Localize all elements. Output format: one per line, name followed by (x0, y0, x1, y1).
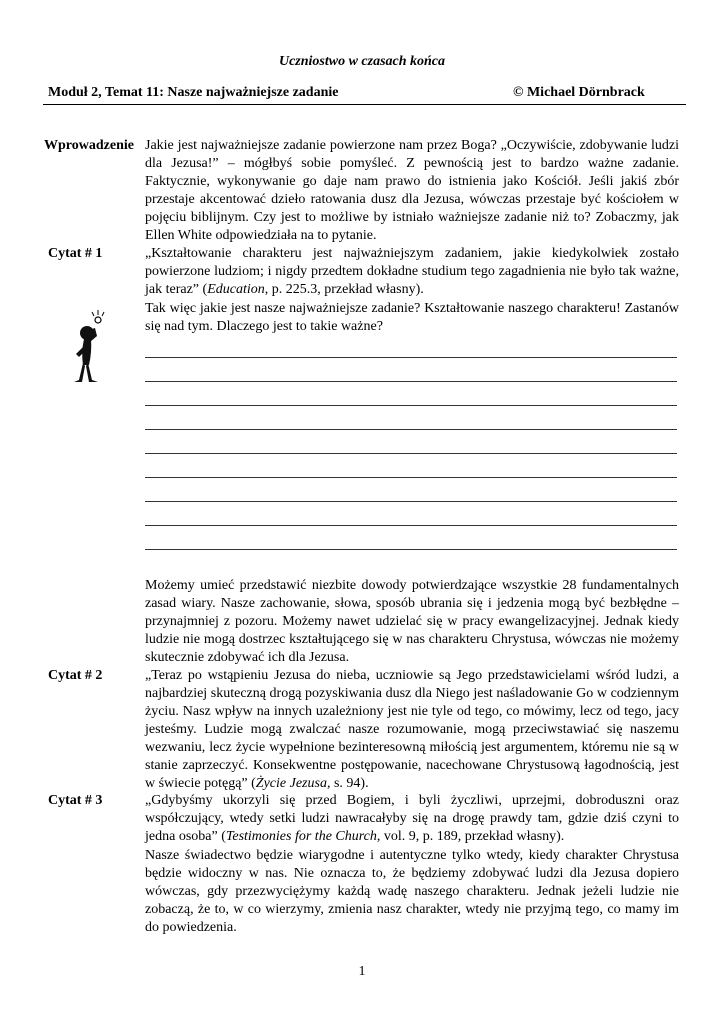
quote2-source: Życie Jezusa, (255, 776, 331, 791)
quote1-question: Tak więc jakie jest nasze najważniejsze zadanie? Kształtowanie naszego charakteru! Zastanów się nad tym. Dlaczego jest to takie ważne? (145, 301, 679, 334)
conclusion-block (145, 847, 679, 937)
quote1-followup-block (145, 577, 679, 667)
page-number: 1 (358, 964, 366, 979)
quote2-label: Cytat # 2 (48, 668, 103, 683)
intro-label: Wprowadzenie (44, 138, 134, 153)
quote2-text: „Teraz po wstąpieniu Jezusa do nieba, uczniowie są Jego przedstawicielami wśród ludzi, a najbardziej skuteczną drogą pozyskiwania dusz dla Niego jest naśladowanie Go w codziennym życiu. Nasz wpływ na innych uzależniony jest nie tyle od tego, co mówimy, lecz od tego, jacy jesteśmy. Ludzie mogą zwalczać nasze rozumowanie, mogą przeciwstawiać się naszemu wezwaniu, lecz życie wypełnione bezinteresowną miłością jest argumentem, któremu nie są w stanie zaprzeczyć. Konsekwentne postępowanie, nacechowane Chrystusową łagodnością, jest w świecie potęgą” (Życie Jezusa, s. 94). (145, 668, 679, 791)
thinking-person-icon (70, 308, 108, 388)
quote1-text: „Kształtowanie charakteru jest najważniejszym zadaniem, jakie kiedykolwiek zostało powierzone ludziom; i nigdy przedtem dokładne studium tego zagadnienia nie było tak ważne, jak teraz” (Education, p. 225.3, przekład własny). (145, 246, 679, 297)
header-rule (43, 104, 686, 105)
conclusion-text: Nasze świadectwo będzie wiarygodne i autentyczne tylko wtedy, kiedy charakter Chrystusa będzie widoczny w nas. Nie oznacza to, że będziemy zdobywać ludzi dla Jezusa dopiero wówczas, gdy przezwyciężymy każdą wadę naszego charakteru. Jednak jeżeli ludzie nie zobaczą, że to, w co wierzymy, zmienia nasz charakter, wtedy nie przyjmą tego, co mamy im do powiedzenia. (145, 848, 679, 935)
answer-line[interactable] (145, 477, 677, 478)
answer-line[interactable] (145, 357, 677, 358)
answer-line[interactable] (145, 525, 677, 526)
quote1-source: Education (207, 282, 265, 297)
quote1-followup: Możemy umieć przedstawić niezbite dowody potwierdzające wszystkie 28 fundamentalnych zasad wiary. Nasze zachowanie, słowa, sposób ubrania się i jedzenia mogą być bezbłędne – przynajmniej z pozoru. Możemy nawet udzielać się w pracy ewangelizacyjnej. Jednak kiedy ludzie nie mogą dostrzec kształtującego się w nas charakteru Chrystusa, wówczas nie możemy skutecznie zdobywać ich dla Jezusa. (145, 578, 679, 665)
copyright-notice: © Michael Dörnbrack (513, 85, 645, 100)
quote1-section (145, 245, 679, 299)
quote3-text: „Gdybyśmy ukorzyli się przed Bogiem, i byli życzliwi, uprzejmi, dobroduszni oraz współczujący, wtedy setki ludzi nawracałyby się na drogę prawdy tam, gdzie dziś czyni to jedna osoba” (Testimonies for the Church, vol. 9, p. 189, przekład własny). (145, 793, 679, 844)
answer-line[interactable] (145, 381, 677, 382)
answer-line[interactable] (145, 549, 677, 550)
quote3-source: Testimonies for the Church (225, 829, 377, 844)
quote3-label: Cytat # 3 (48, 793, 103, 808)
intro-text: Jakie jest najważniejsze zadanie powierzone nam przez Boga? „Oczywiście, zdobywanie ludzi dla Jezusa!” – mógłbyś sobie pomyśleć. Z pewnością jest to bardzo ważne zadanie. Faktycznie, wykonywanie go daje nam prawo do istnienia jako Kościół. Jeśli jakiś zbór przestaje akcentować dzieło ratowania dusz dla Jezusa, wówczas przestaje być kościołem w pojęciu biblijnym. Czy jest to możliwe by istniało ważniejsze zadanie niż to? Zobaczmy, jak Ellen White odpowiedziała na to pytanie. (145, 138, 679, 243)
document-title: Uczniostwo w czasach końca (278, 54, 446, 69)
answer-line[interactable] (145, 405, 677, 406)
answer-line[interactable] (145, 453, 677, 454)
quote3-section (145, 792, 679, 846)
quote1-label: Cytat # 1 (48, 246, 103, 261)
intro-section (145, 137, 679, 245)
answer-line[interactable] (145, 429, 677, 430)
answer-line[interactable] (145, 501, 677, 502)
quote2-section (145, 667, 679, 793)
quote1-question-block (145, 300, 679, 336)
module-heading: Moduł 2, Temat 11: Nasze najważniejsze zadanie (48, 85, 339, 100)
